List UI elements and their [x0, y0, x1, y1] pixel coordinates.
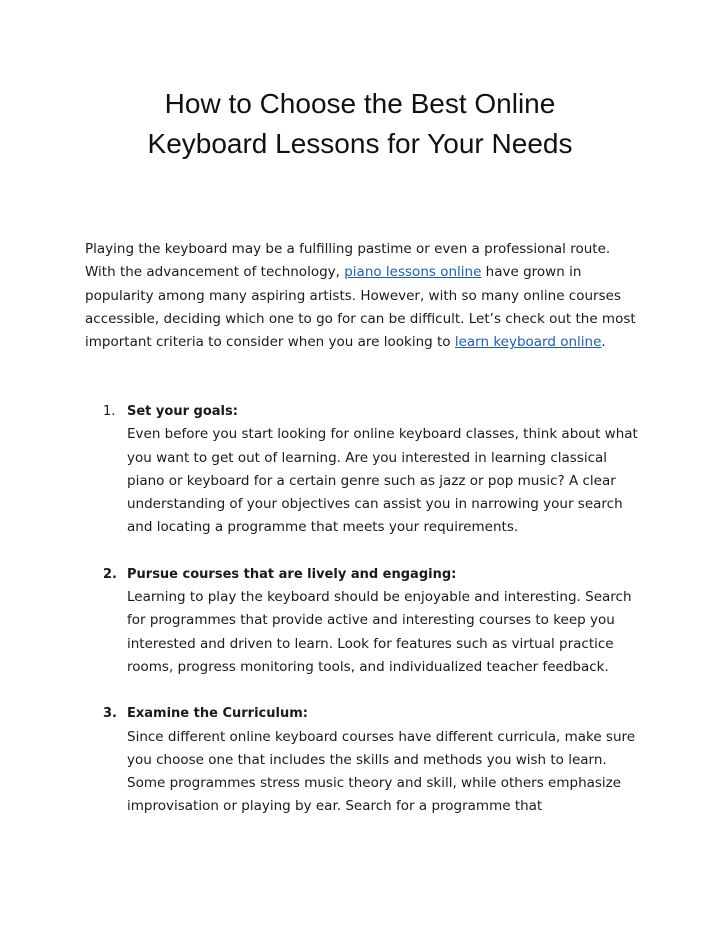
- piano-lessons-online-link[interactable]: piano lessons online: [344, 264, 482, 281]
- list-item-number: 1.: [103, 404, 116, 419]
- list-item: [85, 563, 645, 679]
- list-item-heading: Set your goals:: [127, 404, 238, 419]
- criteria-list: [85, 400, 645, 819]
- list-item-body: Learning to play the keyboard should be enjoyable and interesting. Search for programmes that provide active and interesting courses to keep you interested and driven to learn. Look for features such as virtual practice rooms, progress monitoring tools, and individualized teacher feedback.: [127, 589, 632, 675]
- list-item-number: 3.: [103, 706, 117, 722]
- list-item: [85, 702, 645, 818]
- list-item-number: 2.: [103, 566, 117, 582]
- list-item-heading: Examine the Curriculum:: [127, 706, 308, 722]
- list-item-body: Even before you start looking for online keyboard classes, think about what you want to get out of learning. Are you interested in learning classical piano or keyboard for a certain genre such as jazz or pop music? A clear understanding of your objectives can assist you in narrowing your search and locating a programme that meets your requirements.: [127, 426, 638, 536]
- page-title: [60, 84, 660, 164]
- list-item-heading: Pursue courses that are lively and engaging:: [127, 566, 457, 582]
- learn-keyboard-online-link[interactable]: learn keyboard online: [454, 334, 602, 351]
- list-item: [85, 400, 645, 540]
- intro-text-1: Playing the keyboard may be a fulfilling pastime or even a professional route. With the advancement of technology,: [85, 241, 611, 281]
- intro-text-2: have grown in popularity among many aspiring artists. However, with so many online courses accessible, deciding which one to go for can be difficult. Let’s check out the most important criteria to consider when you are looking to: [85, 264, 636, 351]
- intro-paragraph: [85, 238, 645, 354]
- title-line-2: Keyboard Lessons for Your Needs: [147, 128, 573, 159]
- title-line-1: How to Choose the Best Online: [164, 88, 556, 119]
- intro-text-3: .: [601, 334, 606, 351]
- list-item-body: Since different online keyboard courses have different curricula, make sure you choose one that includes the skills and methods you wish to learn. Some programmes stress music theory and skill, while others emphasize improvisation or playing by ear. Search for a programme that: [127, 728, 636, 815]
